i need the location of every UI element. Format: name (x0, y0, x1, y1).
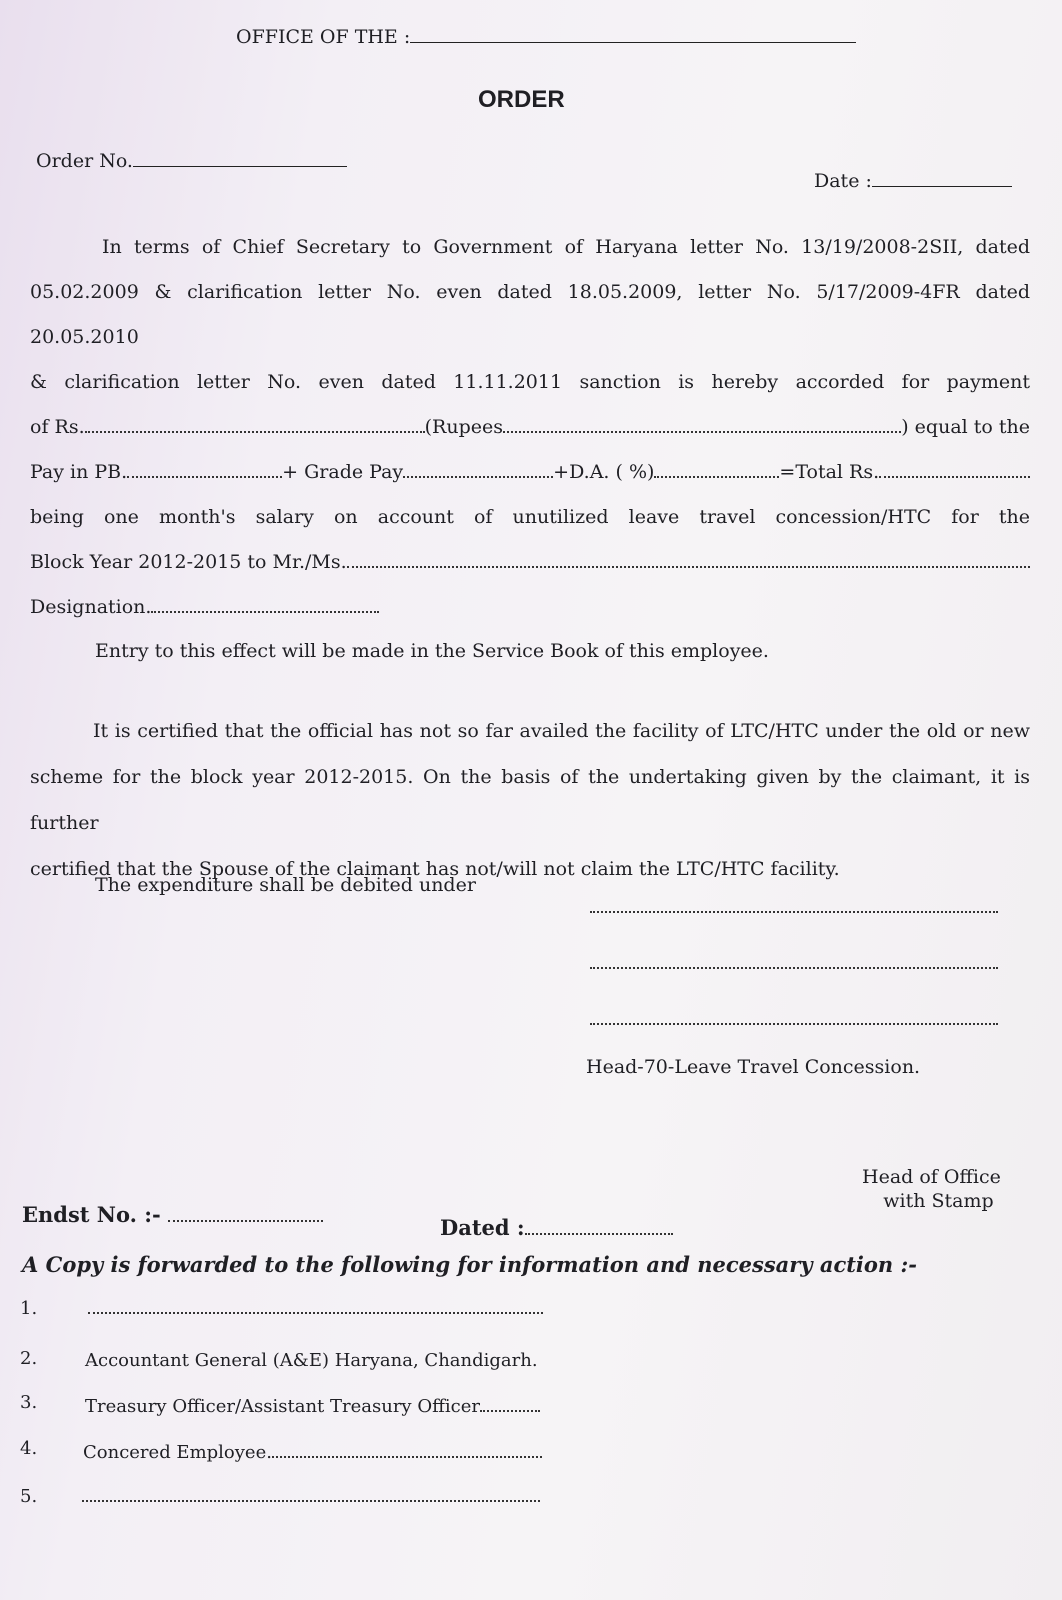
copy-item-4-text: Concered Employee. (83, 1442, 272, 1463)
grade-pay-blank[interactable] (403, 475, 553, 478)
date-blank[interactable] (872, 186, 1012, 187)
head-blank-3[interactable] (590, 1022, 998, 1025)
para1-line2: 05.02.2009 & clarification letter No. even dated 18.05.2009, letter No. 5/17/2009-4FR dated 20.05.2010 (30, 281, 1030, 348)
office-line (236, 26, 856, 48)
cert-line2: scheme for the block year 2012-2015. On the basis of the undertaking given by the claimant, it is further (30, 766, 1030, 834)
copy-item-4-blank[interactable] (272, 1455, 542, 1458)
rupees-label: (Rupees (424, 416, 503, 438)
date-label: Date : (814, 170, 872, 192)
designation-line (30, 585, 1030, 630)
order-no-label: Order No. (36, 150, 133, 172)
dated-blank[interactable] (525, 1232, 673, 1235)
copy-item-3-blank[interactable] (480, 1409, 540, 1412)
entry-text: Entry to this effect will be made in the Service Book of this employee. (95, 640, 769, 662)
total-rs-label: =Total Rs. (779, 461, 880, 483)
amount-blank[interactable] (85, 430, 425, 433)
dated-label: Dated : (440, 1215, 525, 1240)
order-no-line (36, 150, 347, 172)
pay-pb-blank[interactable] (127, 475, 282, 478)
copy-item-1 (88, 1298, 543, 1319)
head-blank-2[interactable] (590, 966, 998, 969)
block-year-label: Block Year 2012-2015 to Mr./Ms. (30, 551, 347, 573)
para1-line1: In terms of Chief Secretary to Government of Haryana letter No. 13/19/2008-2SII, dated (102, 236, 1030, 258)
cert-line1: It is certified that the official has not so far availed the facility of LTC/HTC under the old or new (93, 720, 1030, 742)
copy-item-4 (83, 1442, 542, 1463)
certification-paragraph (30, 708, 1030, 892)
head-blank-1[interactable] (590, 910, 998, 913)
rupees-words-blank[interactable] (503, 430, 901, 433)
signature-block (862, 1166, 1001, 1212)
pay-pb-label: Pay in PB. (30, 461, 128, 483)
employee-name-blank[interactable] (347, 565, 1030, 568)
copy-item-4-num: 4. (20, 1438, 38, 1459)
date-line (814, 170, 1012, 192)
para1-line6: being one month's salary on account of unutilized leave travel concession/HTC for the (30, 506, 1030, 528)
endst-label: Endst No. :- (22, 1202, 169, 1227)
block-year-line (30, 540, 1030, 585)
dated-line (440, 1215, 673, 1240)
of-rs-label: of Rs. (30, 416, 85, 438)
equal-to-label: ) equal to the (901, 416, 1030, 438)
copy-item-3 (85, 1396, 540, 1417)
pay-line (30, 450, 1030, 495)
da-blank[interactable] (654, 475, 779, 478)
copy-item-5-num: 5. (20, 1486, 38, 1507)
designation-label: Designation. (30, 596, 152, 618)
grade-pay-label: + Grade Pay (282, 461, 404, 483)
copy-item-5-blank[interactable] (82, 1499, 540, 1502)
expenditure-label: The expenditure shall be debited under (95, 874, 476, 896)
signature-line2: with Stamp (883, 1190, 994, 1212)
sanction-paragraph (30, 225, 1030, 630)
head-label: Head-70-Leave Travel Concession. (586, 1056, 921, 1078)
page-title: ORDER (478, 86, 565, 113)
copy-item-1-blank[interactable] (88, 1311, 543, 1314)
para1-line3: & clarification letter No. even dated 11.11.2011 sanction is hereby accorded for payment (30, 371, 1030, 393)
cert-line3: certified that the Spouse of the claimant has not/will not claim the LTC/HTC facility. (30, 858, 840, 880)
order-no-blank[interactable] (133, 166, 347, 167)
copy-item-5 (82, 1486, 540, 1507)
copy-item-2: Accountant General (A&E) Haryana, Chandigarh. (85, 1350, 538, 1371)
designation-blank[interactable] (151, 610, 379, 613)
endst-line (22, 1202, 323, 1227)
total-blank[interactable] (879, 475, 1030, 478)
amount-line (30, 405, 1030, 450)
office-label: OFFICE OF THE : (236, 26, 411, 48)
copy-heading: A Copy is forwarded to the following for information and necessary action :- (22, 1252, 917, 1277)
office-blank[interactable] (410, 42, 856, 43)
endst-blank[interactable] (168, 1219, 323, 1222)
copy-item-2-num: 2. (20, 1348, 38, 1369)
signature-line1: Head of Office (862, 1166, 1001, 1188)
copy-item-3-text: Treasury Officer/Assistant Treasury Officer (85, 1396, 480, 1417)
da-label: +D.A. ( %) (553, 461, 655, 483)
copy-item-3-num: 3. (20, 1392, 38, 1413)
copy-item-1-num: 1. (20, 1298, 38, 1319)
